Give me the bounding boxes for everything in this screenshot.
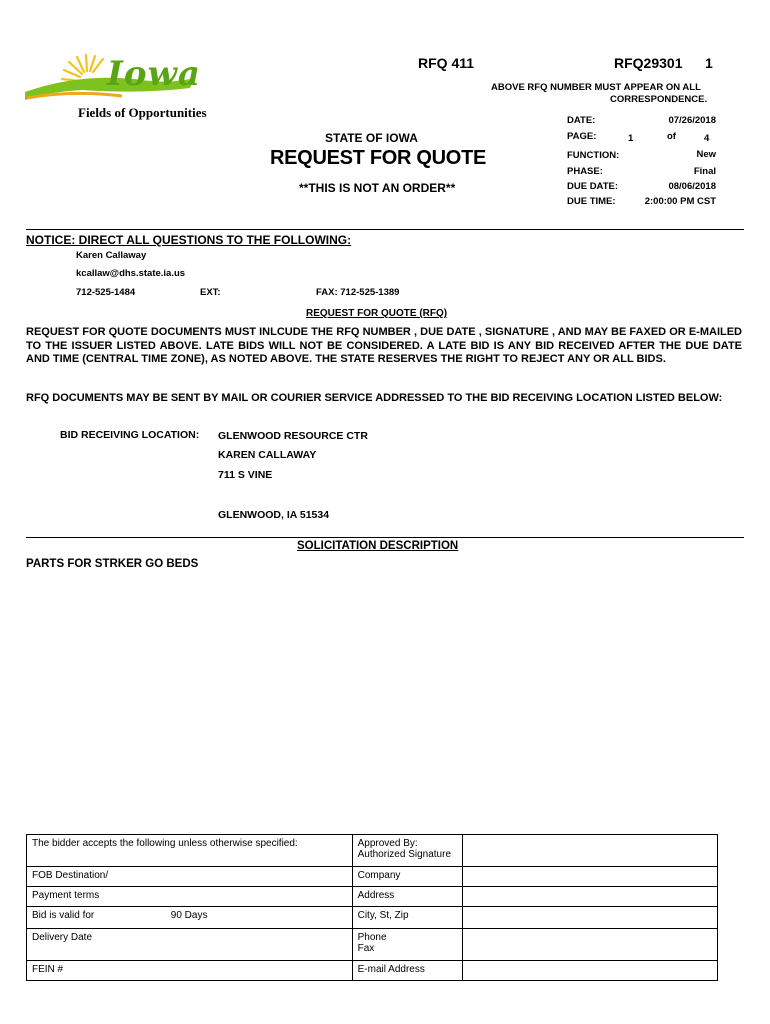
phone-fax-field[interactable] — [462, 929, 718, 961]
table-row — [27, 835, 718, 867]
city-st-zip-label: City, St, Zip — [352, 907, 462, 929]
phone-label: Phone — [357, 932, 387, 943]
location-line-2: KAREN CALLAWAY — [218, 449, 317, 461]
bid-valid-value: 90 Days — [170, 910, 208, 921]
table-row — [27, 961, 718, 981]
phone-fax-cell — [352, 929, 462, 961]
signature-field[interactable] — [462, 835, 718, 867]
bid-valid-cell — [27, 907, 353, 929]
logo-tagline: Fields of Opportunities — [78, 105, 207, 120]
email-label: E-mail Address — [352, 961, 462, 981]
location-line-1: GLENWOOD RESOURCE CTR — [218, 430, 368, 442]
rfq-suffix: 1 — [705, 55, 713, 71]
solicitation-description: PARTS FOR STRKER GO BEDS — [26, 558, 199, 570]
table-row — [27, 907, 718, 929]
divider-top — [26, 229, 744, 230]
due-time-value: 2:00:00 PM CST — [644, 196, 716, 207]
due-date-value: 08/06/2018 — [668, 181, 716, 192]
state-label: STATE OF IOWA — [325, 131, 418, 145]
bidder-table — [26, 834, 718, 981]
function-label: FUNCTION: — [567, 150, 620, 161]
rfq-paragraph-2: RFQ DOCUMENTS MAY BE SENT BY MAIL OR COURIER SERVICE ADDRESSED TO THE BID RECEIVING LOCATION LISTED BELOW: — [26, 392, 723, 404]
contact-name: Karen Callaway — [76, 250, 147, 261]
table-row — [27, 929, 718, 961]
address-field[interactable] — [462, 887, 718, 907]
contact-heading: NOTICE: DIRECT ALL QUESTIONS TO THE FOLLOWING: — [26, 233, 352, 247]
due-time-label: DUE TIME: — [567, 196, 616, 207]
bid-valid-label: Bid is valid for — [32, 910, 95, 921]
company-field[interactable] — [462, 867, 718, 887]
payment-terms-cell: Payment terms — [27, 887, 353, 907]
rfq-heading: REQUEST FOR QUOTE (RFQ) — [306, 308, 448, 319]
date-label: DATE: — [567, 115, 596, 126]
bidder-terms-cell: The bidder accepts the following unless otherwise specified: — [27, 835, 353, 867]
logo-wordmark: Iowa — [107, 54, 201, 94]
date-value: 07/26/2018 — [668, 115, 716, 126]
delivery-date-cell: Delivery Date — [27, 929, 353, 961]
function-value: New — [696, 149, 716, 160]
rfq-notice: ABOVE RFQ NUMBER MUST APPEAR ON ALL — [491, 82, 701, 93]
contact-ext-label: EXT: — [200, 287, 221, 298]
not-order-notice: **THIS IS NOT AN ORDER** — [299, 181, 456, 195]
contact-fax: FAX: 712-525-1389 — [316, 287, 400, 298]
approved-by-label: Approved By: — [357, 838, 418, 849]
authorized-signature-label: Authorized Signature — [357, 849, 452, 860]
fax-label: Fax — [357, 943, 375, 954]
phase-label: PHASE: — [567, 166, 603, 177]
divider-solicitation — [26, 537, 744, 538]
contact-email: kcallaw@dhs.state.ia.us — [76, 268, 186, 279]
table-row — [27, 887, 718, 907]
of-label: of — [667, 131, 676, 142]
location-label: BID RECEIVING LOCATION: — [60, 429, 200, 441]
table-row — [27, 867, 718, 887]
contact-phone: 712-525-1484 — [76, 287, 136, 298]
fein-cell: FEIN # — [27, 961, 353, 981]
rfq-number: RFQ29301 — [614, 55, 683, 71]
solicitation-heading: SOLICITATION DESCRIPTION — [297, 540, 459, 552]
page-label: PAGE: — [567, 131, 597, 142]
location-line-4: GLENWOOD, IA 51534 — [218, 509, 330, 521]
due-date-label: DUE DATE: — [567, 181, 619, 192]
company-label: Company — [352, 867, 462, 887]
rfq-label: RFQ 411 — [418, 55, 475, 71]
city-st-zip-field[interactable] — [462, 907, 718, 929]
page-title: REQUEST FOR QUOTE — [270, 147, 487, 169]
page-total: 4 — [704, 133, 710, 144]
approved-by-cell — [352, 835, 462, 867]
location-line-3: 711 S VINE — [218, 469, 273, 481]
address-label: Address — [352, 887, 462, 907]
phase-value: Final — [693, 166, 716, 177]
rfq-paragraph-1: REQUEST FOR QUOTE DOCUMENTS MUST INLCUDE THE RFQ NUMBER , DUE DATE , SIGNATURE , AND MAY BE FAXED OR E-MAILED TO THE ISSUER LISTED ABOVE. LATE BIDS WILL NOT BE CONSIDERED. A LATE BID IS ANY BID RECEIVED AFTER THE DUE DATE AND TIME (CENTRAL TIME ZONE), AS NOTED ABOVE. THE STATE RESERVES THE RIGHT TO REJECT ANY OR ALL BIDS. — [26, 326, 742, 365]
rfq-notice-2: CORRESPONDENCE. — [610, 94, 708, 105]
fob-cell: FOB Destination/ — [27, 867, 353, 887]
email-field[interactable] — [462, 961, 718, 981]
page-value: 1 — [628, 133, 634, 144]
